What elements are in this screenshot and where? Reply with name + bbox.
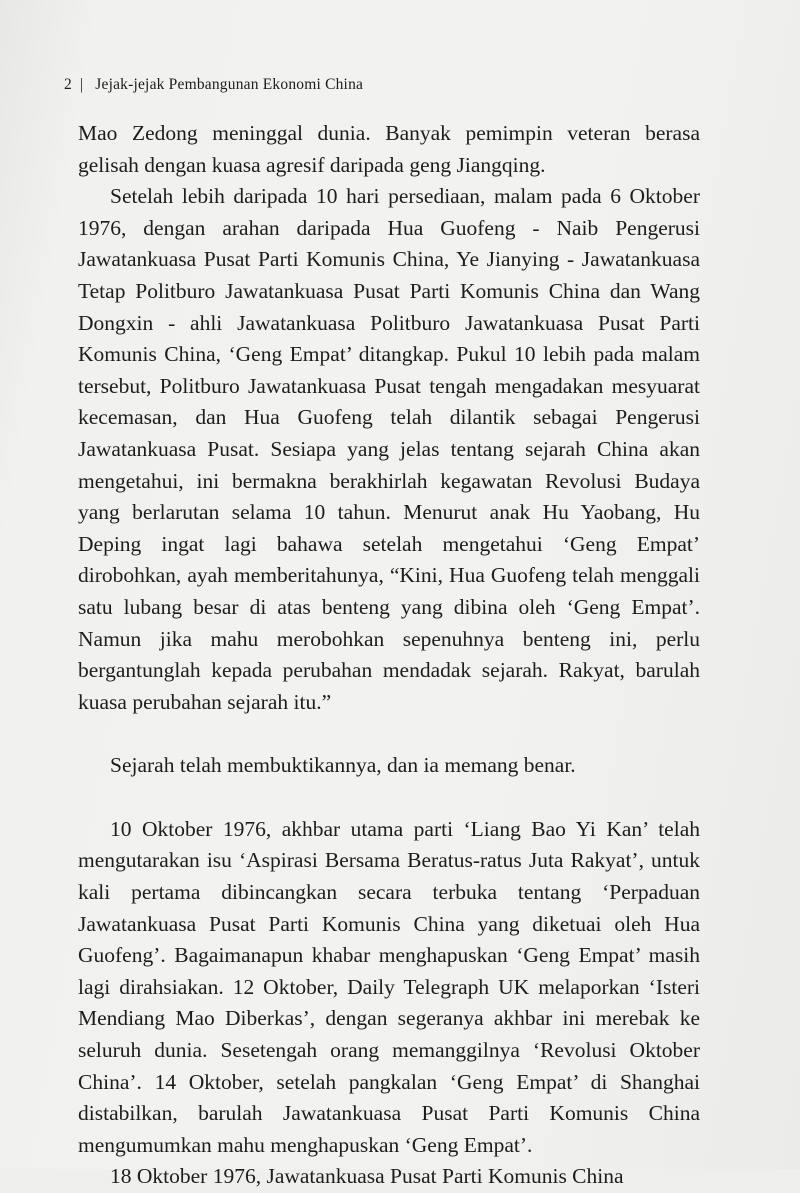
paragraph-1: Mao Zedong meninggal dunia. Banyak pemimpin veteran berasa gelisah dengan kuasa agresif daripada geng Jiangqing. [78, 121, 700, 177]
paragraph-2: Setelah lebih daripada 10 hari persediaan, malam pada 6 Oktober 1976, dengan arahan daripada Hua Guofeng - Naib Pengerusi Jawatankuasa Pusat Parti Komunis China, Ye Jianying - Jawatankuasa Tetap Politburo Jawatankuasa Pusat Parti Komunis China dan Wang Dongxin - ahli Jawatankuasa Politburo Jawatankuasa Pusat Parti Komunis China, ‘Geng Empat’ ditangkap. Pukul 10 lebih pada malam tersebut, Politburo Jawatankuasa Pusat tengah mengadakan mesyuarat kecemasan, dan Hua Guofeng telah dilantik sebagai Pengerusi Jawatankuasa Pusat. Sesiapa yang jelas tentang sejarah China akan mengetahui, ini bermakna berakhirlah kegawatan Revolusi Budaya yang berlarutan selama 10 tahun. Menurut anak Hu Yaobang, Hu Deping ingat lagi bahawa setelah mengetahui ‘Geng Empat’ dirobohkan, ayah memberitahunya, “Kini, Hua Guofeng telah menggali satu lubang besar di atas benteng yang dibina oleh ‘Geng Empat’. Namun jika mahu merobohkan sepenuhnya benteng ini, perlu bergantunglah kepada perubahan mendadak sejarah. Rakyat, barulah kuasa perubahan sejarah itu.” [78, 184, 700, 714]
paragraph-5: 18 Oktober 1976, Jawatankuasa Pusat Parti Komunis China [110, 1164, 624, 1189]
running-title: Jejak-jejak Pembangunan Ekonomi China [95, 76, 364, 93]
body-text [78, 118, 700, 1193]
page-number: 2 [64, 76, 72, 93]
running-header [64, 76, 363, 94]
paragraph-gap [78, 782, 700, 814]
paragraph-gap [78, 718, 700, 750]
paragraph-3: Sejarah telah membuktikannya, dan ia memang benar. [110, 753, 576, 778]
paragraph-4: 10 Oktober 1976, akhbar utama parti ‘Liang Bao Yi Kan’ telah mengutarakan isu ‘Aspirasi Bersama Beratus-ratus Juta Rakyat’, untuk kali pertama dibincangkan secara terbuka tentang ‘Perpaduan Jawatankuasa Pusat Parti Komunis China yang diketuai oleh Hua Guofeng’. Bagaimanapun khabar menghapuskan ‘Geng Empat’ masih lagi dirahsiakan. 12 Oktober, Daily Telegraph UK melaporkan ‘Isteri Mendiang Mao Diberkas’, dengan segeranya akhbar ini merebak ke seluruh dunia. Sesetengah orang memanggilnya ‘Revolusi Oktober China’. 14 Oktober, setelah pangkalan ‘Geng Empat’ di Shanghai distabilkan, barulah Jawatankuasa Pusat Parti Komunis China mengumumkan mahu menghapuskan ‘Geng Empat’. [78, 816, 700, 1157]
header-separator: | [79, 76, 84, 93]
